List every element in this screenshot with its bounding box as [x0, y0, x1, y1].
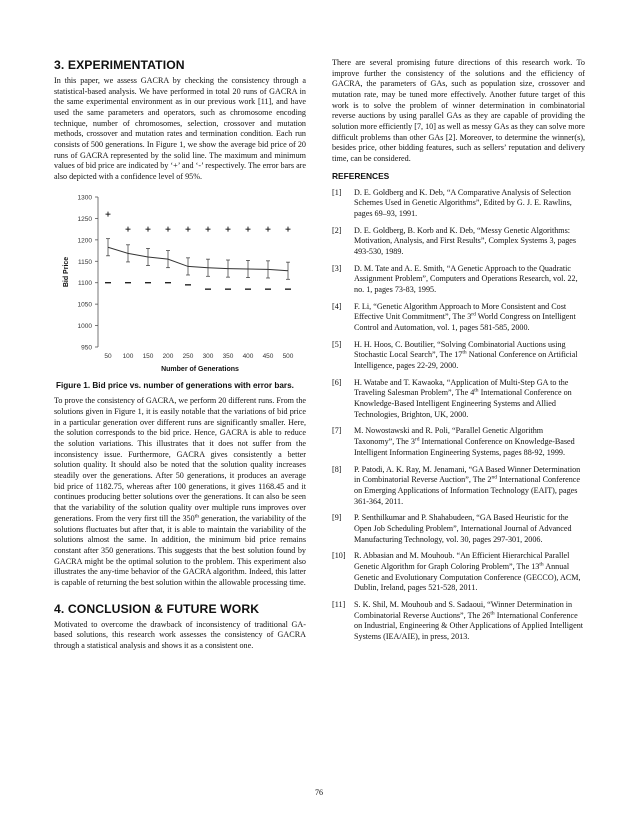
reference-number: [10] — [332, 551, 346, 561]
y-tick-label: 1250 — [77, 215, 92, 223]
reference-text — [354, 340, 585, 372]
reference-text-tail: International Conference on Emerging Applications of Information Technology (EAIT), pages 361-364, 2011. — [354, 475, 581, 506]
reference-number: [4] — [332, 301, 342, 311]
reference-superscript: rd — [471, 311, 476, 318]
reference-superscript: th — [539, 561, 544, 568]
x-axis-title: Number of Generations — [161, 365, 239, 373]
reference-text-tail: National Conference on Artificial Intelligence, pages 22-29, 2000. — [354, 350, 578, 371]
reference-text — [354, 188, 585, 220]
figure-1-caption: Figure 1. Bid price vs. number of generations with error bars. — [56, 380, 294, 390]
references-list — [332, 188, 585, 643]
x-tick-label: 200 — [162, 352, 174, 360]
references-heading: REFERENCES — [332, 170, 390, 181]
reference-text-main: S. K. Shil, M. Mouhoub and S. Sadaoui, “Winner Determination in Combinatorial Reverse Auctions”, The 26 — [354, 599, 573, 620]
reference-text-main: P. Senthilkumar and P. Shahabudeen, “GA Based Heuristic for the Open Job Scheduling Problem”, International Journal of Advanced Manufacturing Technology, vol. 30, pages 297-301, 2006. — [354, 513, 572, 544]
reference-number: [8] — [332, 464, 342, 474]
reference-superscript: th — [474, 387, 479, 394]
x-tick-label: 500 — [282, 352, 294, 360]
x-tick-label: 450 — [262, 352, 274, 360]
reference-text-main: D. E. Goldberg, B. Korb and K. Deb, “Messy Genetic Algorithms: Motivation, Analysis, and First Results”, Complex Systems 3, pages 493-530, 1989. — [354, 225, 577, 257]
reference-text-main: H. H. Hoos, C. Boutilier, “Solving Combinatorial Auctions using Stochastic Local Search”, The 17 — [354, 339, 566, 360]
reference-item — [332, 551, 585, 594]
y-tick-label: 1200 — [77, 237, 92, 245]
section-3-paragraph-2 — [54, 396, 306, 588]
reference-item — [332, 226, 585, 258]
y-tick-label: 1300 — [77, 194, 92, 202]
section-3-paragraph-1: In this paper, we assess GACRA by checking the consistency through a statistical-based analysis. We have performed in total 20 runs of GACRA in the same experimental environment as in our previous work [11], and have used the same parameters and operators, such as chromosome encoding technique, number of chromosomes, selection, crossover and mutation methods, crossover and mutation rates and termination condition. Each run consists of 500 generations. In Figure 1, we show the average bid price of 20 runs of GACRA represented by the solid line. The maximum and minimum values of bid price are indicated by ‘+’ and ‘-’ respectively. The error bars are also depicted with a confidence level of 95%. — [54, 75, 306, 182]
reference-item — [332, 340, 585, 372]
reference-text-tail: International Conference on Industrial, Engineering & Other Applications of Applied Intelligent Systems (IEA/AIE), in press, 2013. — [354, 610, 584, 641]
reference-text — [354, 551, 585, 594]
x-tick-label: 400 — [242, 352, 254, 360]
y-tick-label: 1050 — [77, 301, 92, 309]
reference-text — [354, 600, 585, 643]
reference-text — [354, 264, 585, 296]
reference-text — [354, 302, 585, 334]
x-tick-label: 250 — [182, 352, 194, 360]
reference-text-main: F. Li, “Genetic Algorithm Approach to More Consistent and Cost Effective Unit Commitment”, The 3 — [354, 301, 567, 322]
reference-superscript: th — [490, 609, 495, 616]
reference-number: [7] — [332, 426, 342, 436]
reference-item — [332, 264, 585, 296]
reference-text-main: M. Nowostawski and R. Poli, “Parallel Genetic Algorithm Taxonomy”, The 3 — [354, 426, 544, 447]
page-number: 76 — [315, 788, 323, 797]
reference-item — [332, 600, 585, 643]
reference-number: [6] — [332, 377, 342, 387]
reference-item — [332, 465, 585, 508]
reference-text-tail: Annual Genetic and Evolutionary Computation Conference (GECCO), ACM, Dublin, Ireland, pages 521-528, 2011. — [354, 561, 581, 593]
figure-1 — [54, 189, 306, 375]
reference-text-main: D. M. Tate and A. E. Smith, “A Genetic Approach to the Quadratic Assignment Problem”, Computers and Operations Research, vol. 22, no. 1, pages 73-83, 1995. — [354, 263, 578, 295]
reference-superscript: th — [462, 349, 467, 356]
x-tick-label: 300 — [202, 352, 214, 360]
bid-price-chart — [54, 189, 306, 375]
reference-text-main: H. Watabe and T. Kawaoka, “Application of Multi-Step GA to the Traveling Salesman Problem”, The 4 — [354, 377, 569, 398]
reference-text-tail: International Conference on Knowledge-Based Intelligent Information Engineering Systems, pages 88-92, 1999. — [354, 437, 575, 457]
reference-number: [3] — [332, 263, 342, 273]
future-work-paragraph: There are several promising future directions of this research work. To improve further the consistency of the solutions and the efficiency of GACRA, the parameters of GAs, such as population size, crossover and mutation rate, may be tuned more effectively. Another future target of this work is to solve the problem of winner determination in combinatorial reverse auctions by using parallel GAs as they are capable of providing the solution more efficiently [7, 10] as well as messy GAs as they can solve more difficult problems than other GAs [2]. Moreover, to determine the winner(s), besides price, other bidding features, such as sellers’ reputation and delivery time, can be considered. — [332, 58, 585, 164]
reference-number: [2] — [332, 225, 342, 235]
section-4-paragraph-1: Motivated to overcome the drawback of inconsistency of traditional GA-based solutions, this research work assesses the consistency of GACRA through a statistical analysis and shows it as a consistent one. — [54, 619, 306, 650]
reference-text — [354, 378, 585, 421]
y-tick-label: 1150 — [78, 258, 92, 266]
reference-text — [354, 465, 585, 508]
reference-item — [332, 426, 585, 458]
paragraph-2-text: To prove the consistency of GACRA, we perform 20 different runs. From the solutions given in Figure 1, it is easily notable that the variations of bid price in a particular generation over different runs are significantly smaller. Here, the solution corresponds to the bid price. Hence, GACRA is able to reduce the solution variations. This illustrates that it does not suffer from the inconsistency issue. Furthermore, GACRA gives consistently a better solution quality. It should also be noted that the solution quality increases steadily over the generations. After 50 generations, it produces an average bid price of 1182.75, whereas after 100 generations, it gives 1168.45 and it continues producing better solutions over the generations. It can also be seen that the variability of the solution quality over multiple runs improves over generations. From the very first till the 350 — [54, 396, 306, 523]
reference-number: [11] — [332, 599, 346, 609]
x-tick-label: 50 — [104, 352, 112, 360]
reference-item — [332, 378, 585, 421]
reference-text-main: P. Patodi, A. K. Ray, M. Jenamani, “GA Based Winner Determination in Combinatorial Reverse Auction”, The 2 — [354, 464, 581, 485]
reference-number: [5] — [332, 339, 342, 349]
x-tick-label: 150 — [142, 352, 154, 360]
y-tick-label: 1100 — [78, 279, 92, 287]
reference-text — [354, 226, 585, 258]
reference-item — [332, 302, 585, 334]
reference-text-main: D. E. Goldberg and K. Deb, “A Comparative Analysis of Selection Schemes Used in Genetic Algorithms”, Edited by G. J. E. Rawlins, pages 69–93, 1991. — [354, 187, 572, 219]
y-tick-label: 950 — [81, 344, 92, 352]
paragraph-2-superscript: th — [194, 513, 199, 520]
y-tick-label: 1000 — [77, 322, 92, 330]
reference-text — [354, 513, 585, 545]
reference-number: [1] — [332, 187, 342, 197]
section-3-heading: 3. EXPERIMENTATION — [54, 58, 185, 72]
reference-item — [332, 513, 585, 545]
left-column — [54, 58, 306, 652]
right-column — [332, 58, 585, 649]
reference-text-main: R. Abbasian and M. Mouhoub. “An Efficient Hierarchical Parallel Genetic Algorithm for Graph Coloring Problem”, The 13 — [354, 551, 570, 571]
reference-text-tail: World Congress on Intelligent Control and Automation, vol. 1, pages 581-585, 2000. — [354, 312, 576, 333]
reference-superscript: rd — [414, 436, 420, 443]
reference-text — [354, 426, 585, 458]
reference-superscript: nd — [491, 474, 497, 481]
reference-item — [332, 188, 585, 220]
x-tick-label: 100 — [122, 352, 134, 360]
y-axis-title: Bid Price — [63, 256, 70, 287]
paragraph-2-text-end: generation, the variability of the solutions fluctuates but after that, it is able to maintain the variability of the solutions almost the same. In addition, the minimum bid price remains constant after 350 generations. This suggests that the best solution found by GACRA might be the optimal solution to the problem. This experiment also illustrates the any-time behavior of the GACRA algorithm. Indeed, this latter is capable of returning the best solution within the allowable processing time. — [54, 513, 306, 587]
x-tick-label: 350 — [222, 352, 234, 360]
reference-number: [9] — [332, 513, 342, 523]
average-bid-price-line — [108, 247, 288, 270]
section-4-heading: 4. CONCLUSION & FUTURE WORK — [54, 601, 260, 616]
reference-text-tail: International Conference on Knowledge-Based Intelligent Engineering Systems and Allied Technologies, Brighton, UK, 2000. — [354, 388, 572, 419]
